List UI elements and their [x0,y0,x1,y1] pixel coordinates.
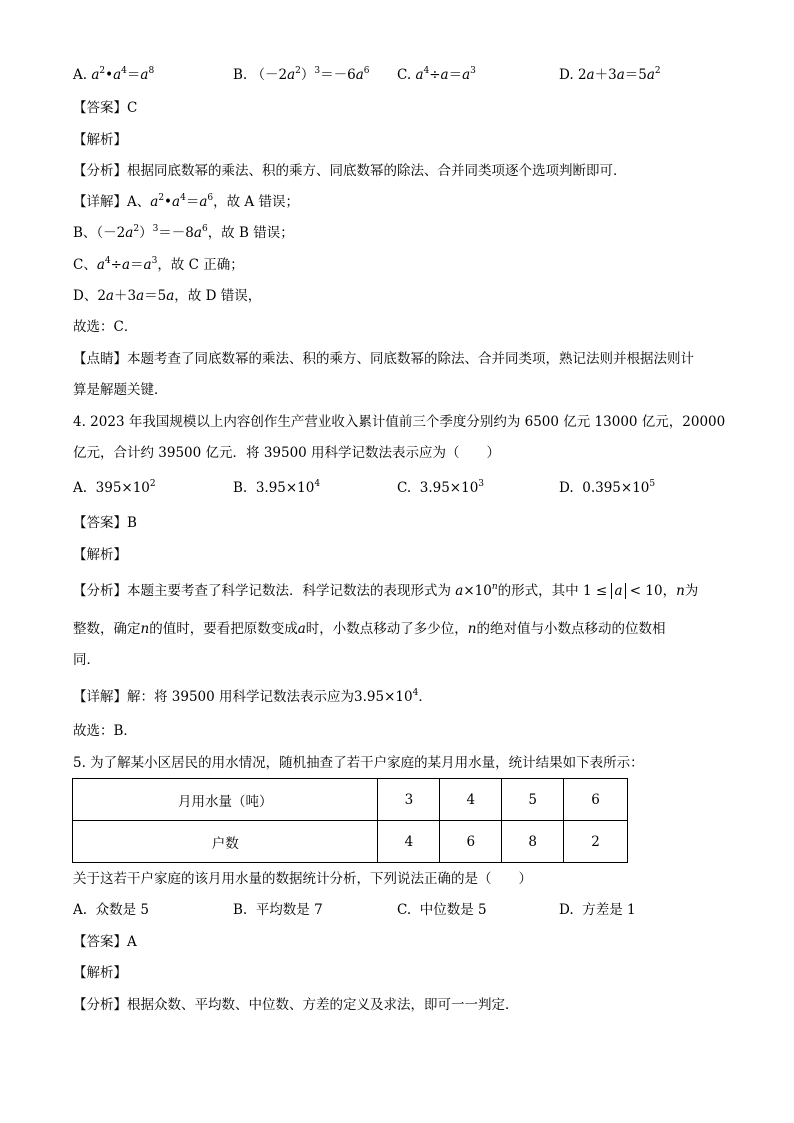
q3-analysis-heading: 【解析】 [73,132,127,148]
q3-detail-d: D、2a＋3a＝5a，故 D 错误， [73,288,262,304]
table-cell: 6 [564,779,628,821]
table-cell-label: 户数 [73,821,378,863]
table-row [73,779,628,821]
table-cell: 5 [502,779,564,821]
q5-stem: 5. 为了解某小区居民的用水情况，随机抽查了若干户家庭的某月用水量，统计结果如下表所示： [73,755,644,771]
q3-fenxi: 【分析】根据同底数幂的乘法、积的乘方、同底数幂的除法、合并同类项逐个选项判断即可． [73,163,627,179]
table-cell: 6 [440,821,502,863]
q3-option-a: A. $a^2•a^4=a^8$ [73,66,155,83]
q5-table [72,778,628,863]
table-cell: 4 [440,779,502,821]
q3-option-c: C. $a^4\div a=a^3$ [397,66,476,83]
table-cell: 3 [378,779,440,821]
q5-answer: 【答案】A [73,934,137,950]
q3-option-b: B. $(-2a^2)^3=-6a^6$ [233,66,370,83]
q4-answer: 【答案】B [73,515,137,531]
q5-option-a: A. 众数是 5 [73,902,150,918]
q3-dianjing-1: 【点睛】本题考查了同底数幂的乘法、积的乘方、同底数幂的除法、合并同类项，熟记法则并根据法则计 [73,351,694,367]
table-cell: 4 [378,821,440,863]
q5-option-b: B. 平均数是 7 [233,902,323,918]
q3-detail-c: C、$a^4\div a=a^3$，故 C 正确； [73,256,244,273]
table-cell: 2 [564,821,628,863]
q4-option-a: A. $395\times 10^2$ [73,479,156,496]
q4-stem-2: 亿元，合计约 39500 亿元．将 39500 用科学记数法表示应为（ ） [73,445,501,461]
q3-dianjing-2: 算是解题关键． [73,382,168,398]
q4-option-b: B. $3.95\times 10^4$ [233,479,321,496]
q5-question: 关于这若干户家庭的该月用水量的数据统计分析，下列说法正确的是（ ） [73,871,532,887]
table-cell: 8 [502,821,564,863]
q4-stem-1: 4. 2023 年我国规模以上内容创作生产营业收入累计值前三个季度分别约为 6500 亿元 13000 亿元，20000 [73,414,726,430]
q4-fenxi-1: 【分析】本题主要考查了科学记数法．科学记数法的表现形式为 $a\times 10^n$的形式，其中 1 ≤ a < 10，n为 [73,582,699,599]
q3-detail-b: B、$(-2a^2)^3=-8a^6$，故 B 错误； [73,224,294,241]
q5-fenxi: 【分析】根据众数、平均数、中位数、方差的定义及求法，即可一一判定． [73,997,519,1013]
q5-analysis-heading: 【解析】 [73,965,127,981]
q3-detail-a: 【详解】A、$a^2•a^4=a^6$，故 A 错误； [73,193,299,210]
q5-option-d: D. 方差是 1 [559,902,636,918]
table-cell-label: 月用水量（吨） [73,779,378,821]
q5-option-c: C. 中位数是 5 [397,902,487,918]
q4-option-c: C. $3.95\times 10^3$ [397,479,485,496]
q4-choose: 故选：B． [73,723,137,739]
q4-fenxi-3: 同． [73,652,100,668]
q4-fenxi-2: 整数，确定n的值时，要看把原数变成a时，小数点移动了多少位，n的绝对值与小数点移动的位数相 [73,621,666,637]
q3-choose: 故选：C． [73,319,138,335]
q4-option-d: D. $0.395\times 10^5$ [559,479,656,496]
table-row [73,821,628,863]
q3-answer: 【答案】C [73,100,138,116]
q3-option-d: D. $2a+3a=5a^2$ [559,66,661,83]
q4-analysis-heading: 【解析】 [73,547,127,563]
q4-detail: 【详解】解：将 39500 用科学记数法表示应为$3.95\times 10^4$． [73,688,432,705]
